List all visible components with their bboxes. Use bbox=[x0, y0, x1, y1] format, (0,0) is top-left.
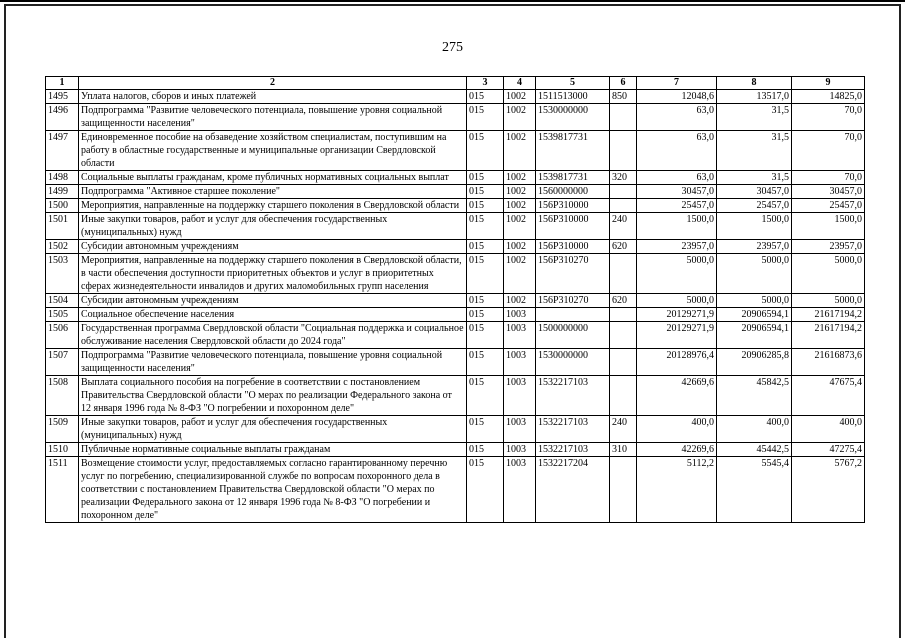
row-target-code: 1560000000 bbox=[536, 185, 610, 199]
row-expense-type: 240 bbox=[610, 213, 637, 240]
row-number: 1498 bbox=[46, 171, 79, 185]
row-amount-col7: 23957,0 bbox=[637, 240, 717, 254]
row-number: 1503 bbox=[46, 254, 79, 294]
row-section-code: 1003 bbox=[504, 376, 536, 416]
row-target-code bbox=[536, 308, 610, 322]
row-amount-col9: 47275,4 bbox=[792, 443, 865, 457]
row-expense-type bbox=[610, 349, 637, 376]
row-number: 1497 bbox=[46, 131, 79, 171]
row-section-code: 1003 bbox=[504, 443, 536, 457]
row-description: Выплата социального пособия на погребение в соответствии с постановлением Правительства Свердловской области "О мерах по реализации Федерального закона от 12 января 1996 года № 8-ФЗ "О погребении и похоронном деле" bbox=[79, 376, 467, 416]
row-amount-col8: 25457,0 bbox=[717, 199, 792, 213]
row-amount-col9: 400,0 bbox=[792, 416, 865, 443]
row-admin-code: 015 bbox=[467, 376, 504, 416]
row-description: Уплата налогов, сборов и иных платежей bbox=[79, 90, 467, 104]
row-section-code: 1002 bbox=[504, 240, 536, 254]
row-target-code: 1530000000 bbox=[536, 104, 610, 131]
row-target-code: 1532217103 bbox=[536, 416, 610, 443]
row-section-code: 1002 bbox=[504, 294, 536, 308]
row-expense-type bbox=[610, 376, 637, 416]
row-description: Публичные нормативные социальные выплаты гражданам bbox=[79, 443, 467, 457]
row-target-code: 1532217103 bbox=[536, 443, 610, 457]
row-description: Субсидии автономным учреждениям bbox=[79, 240, 467, 254]
row-number: 1499 bbox=[46, 185, 79, 199]
table-row bbox=[46, 349, 865, 376]
row-amount-col9: 14825,0 bbox=[792, 90, 865, 104]
row-amount-col9: 70,0 bbox=[792, 104, 865, 131]
row-amount-col8: 13517,0 bbox=[717, 90, 792, 104]
row-number: 1502 bbox=[46, 240, 79, 254]
table-row bbox=[46, 131, 865, 171]
row-number: 1510 bbox=[46, 443, 79, 457]
row-amount-col9: 5000,0 bbox=[792, 294, 865, 308]
table-row bbox=[46, 254, 865, 294]
row-target-code: 156Р310270 bbox=[536, 294, 610, 308]
row-section-code: 1003 bbox=[504, 416, 536, 443]
row-number: 1508 bbox=[46, 376, 79, 416]
row-amount-col8: 31,5 bbox=[717, 171, 792, 185]
row-amount-col9: 70,0 bbox=[792, 171, 865, 185]
row-description: Мероприятия, направленные на поддержку старшего поколения в Свердловской области bbox=[79, 199, 467, 213]
row-number: 1506 bbox=[46, 322, 79, 349]
row-admin-code: 015 bbox=[467, 322, 504, 349]
row-expense-type bbox=[610, 185, 637, 199]
header-col-2: 2 bbox=[79, 77, 467, 90]
row-amount-col8: 23957,0 bbox=[717, 240, 792, 254]
row-target-code: 1532217204 bbox=[536, 457, 610, 523]
row-amount-col8: 20906594,1 bbox=[717, 308, 792, 322]
row-amount-col9: 1500,0 bbox=[792, 213, 865, 240]
row-amount-col9: 5767,2 bbox=[792, 457, 865, 523]
row-amount-col7: 42269,6 bbox=[637, 443, 717, 457]
row-admin-code: 015 bbox=[467, 171, 504, 185]
row-amount-col8: 31,5 bbox=[717, 104, 792, 131]
row-amount-col7: 5112,2 bbox=[637, 457, 717, 523]
table-header-row bbox=[46, 77, 865, 90]
row-number: 1511 bbox=[46, 457, 79, 523]
budget-table bbox=[45, 76, 865, 523]
row-amount-col8: 45842,5 bbox=[717, 376, 792, 416]
row-expense-type bbox=[610, 322, 637, 349]
row-amount-col7: 5000,0 bbox=[637, 294, 717, 308]
row-amount-col9: 21617194,2 bbox=[792, 308, 865, 322]
row-amount-col8: 5000,0 bbox=[717, 254, 792, 294]
row-description: Иные закупки товаров, работ и услуг для обеспечения государственных (муниципальных) нужд bbox=[79, 213, 467, 240]
row-expense-type bbox=[610, 131, 637, 171]
row-description: Возмещение стоимости услуг, предоставляемых согласно гарантированному перечню услуг по погребению, специализированной службе по вопросам похоронного дела в соответствии с постановлением Правительства Свердловской области "О мерах по реализации Федерального закона от 12 января 1996 года № 8-ФЗ "О погребении и похоронном деле" bbox=[79, 457, 467, 523]
row-admin-code: 015 bbox=[467, 294, 504, 308]
row-amount-col8: 5000,0 bbox=[717, 294, 792, 308]
row-target-code: 1539817731 bbox=[536, 171, 610, 185]
row-admin-code: 015 bbox=[467, 457, 504, 523]
row-amount-col8: 1500,0 bbox=[717, 213, 792, 240]
row-admin-code: 015 bbox=[467, 349, 504, 376]
top-border-line bbox=[0, 0, 905, 2]
table-row bbox=[46, 171, 865, 185]
row-section-code: 1002 bbox=[504, 90, 536, 104]
row-section-code: 1003 bbox=[504, 308, 536, 322]
row-description: Государственная программа Свердловской области "Социальная поддержка и социальное обслуживание населения Свердловской области до 2024 года" bbox=[79, 322, 467, 349]
row-target-code: 1530000000 bbox=[536, 349, 610, 376]
row-amount-col9: 47675,4 bbox=[792, 376, 865, 416]
row-number: 1496 bbox=[46, 104, 79, 131]
row-amount-col7: 400,0 bbox=[637, 416, 717, 443]
row-amount-col9: 70,0 bbox=[792, 131, 865, 171]
row-admin-code: 015 bbox=[467, 254, 504, 294]
header-col-5: 5 bbox=[536, 77, 610, 90]
row-amount-col7: 5000,0 bbox=[637, 254, 717, 294]
row-number: 1509 bbox=[46, 416, 79, 443]
header-col-1: 1 bbox=[46, 77, 79, 90]
row-expense-type bbox=[610, 254, 637, 294]
row-amount-col7: 20129271,9 bbox=[637, 322, 717, 349]
row-number: 1501 bbox=[46, 213, 79, 240]
row-expense-type: 850 bbox=[610, 90, 637, 104]
table-body bbox=[46, 90, 865, 523]
row-amount-col8: 400,0 bbox=[717, 416, 792, 443]
table-row bbox=[46, 416, 865, 443]
row-admin-code: 015 bbox=[467, 443, 504, 457]
row-amount-col7: 20128976,4 bbox=[637, 349, 717, 376]
row-expense-type bbox=[610, 104, 637, 131]
row-admin-code: 015 bbox=[467, 185, 504, 199]
row-target-code: 156Р310000 bbox=[536, 240, 610, 254]
row-expense-type bbox=[610, 308, 637, 322]
row-amount-col7: 63,0 bbox=[637, 131, 717, 171]
row-section-code: 1003 bbox=[504, 349, 536, 376]
row-amount-col9: 21616873,6 bbox=[792, 349, 865, 376]
row-admin-code: 015 bbox=[467, 199, 504, 213]
table-row bbox=[46, 443, 865, 457]
row-section-code: 1002 bbox=[504, 213, 536, 240]
row-admin-code: 015 bbox=[467, 308, 504, 322]
header-col-6: 6 bbox=[610, 77, 637, 90]
row-section-code: 1002 bbox=[504, 185, 536, 199]
row-expense-type bbox=[610, 199, 637, 213]
row-amount-col9: 21617194,2 bbox=[792, 322, 865, 349]
row-amount-col9: 5000,0 bbox=[792, 254, 865, 294]
row-amount-col7: 12048,6 bbox=[637, 90, 717, 104]
row-amount-col7: 63,0 bbox=[637, 104, 717, 131]
row-admin-code: 015 bbox=[467, 131, 504, 171]
row-amount-col8: 45442,5 bbox=[717, 443, 792, 457]
row-section-code: 1003 bbox=[504, 457, 536, 523]
row-expense-type: 240 bbox=[610, 416, 637, 443]
row-description: Субсидии автономным учреждениям bbox=[79, 294, 467, 308]
table-row bbox=[46, 376, 865, 416]
header-col-8: 8 bbox=[717, 77, 792, 90]
table-row bbox=[46, 457, 865, 523]
row-target-code: 1511513000 bbox=[536, 90, 610, 104]
row-amount-col7: 20129271,9 bbox=[637, 308, 717, 322]
row-amount-col9: 25457,0 bbox=[792, 199, 865, 213]
row-amount-col7: 30457,0 bbox=[637, 185, 717, 199]
table-row bbox=[46, 213, 865, 240]
row-amount-col9: 23957,0 bbox=[792, 240, 865, 254]
row-admin-code: 015 bbox=[467, 240, 504, 254]
row-number: 1500 bbox=[46, 199, 79, 213]
row-target-code: 156Р310270 bbox=[536, 254, 610, 294]
row-admin-code: 015 bbox=[467, 90, 504, 104]
row-section-code: 1003 bbox=[504, 322, 536, 349]
row-section-code: 1002 bbox=[504, 171, 536, 185]
table-row bbox=[46, 294, 865, 308]
row-target-code: 1532217103 bbox=[536, 376, 610, 416]
row-number: 1504 bbox=[46, 294, 79, 308]
row-amount-col9: 30457,0 bbox=[792, 185, 865, 199]
row-expense-type bbox=[610, 457, 637, 523]
row-number: 1505 bbox=[46, 308, 79, 322]
row-amount-col8: 30457,0 bbox=[717, 185, 792, 199]
table-row bbox=[46, 185, 865, 199]
row-description: Социальное обеспечение населения bbox=[79, 308, 467, 322]
row-number: 1495 bbox=[46, 90, 79, 104]
row-description: Мероприятия, направленные на поддержку старшего поколения в Свердловской области, в части обеспечения доступности приоритетных объектов и услуг в приоритетных сферах жизнедеятельности инвалидов и других маломобильных групп населения bbox=[79, 254, 467, 294]
row-description: Единовременное пособие на обзаведение хозяйством специалистам, поступившим на работу в областные государственные и муниципальные организации Свердловской области bbox=[79, 131, 467, 171]
row-amount-col7: 42669,6 bbox=[637, 376, 717, 416]
row-number: 1507 bbox=[46, 349, 79, 376]
row-amount-col7: 63,0 bbox=[637, 171, 717, 185]
row-amount-col7: 1500,0 bbox=[637, 213, 717, 240]
table-row bbox=[46, 240, 865, 254]
row-section-code: 1002 bbox=[504, 104, 536, 131]
row-target-code: 156Р310000 bbox=[536, 213, 610, 240]
row-section-code: 1002 bbox=[504, 199, 536, 213]
header-col-3: 3 bbox=[467, 77, 504, 90]
row-description: Подпрограмма "Активное старшее поколение" bbox=[79, 185, 467, 199]
row-admin-code: 015 bbox=[467, 104, 504, 131]
page-number: 275 bbox=[442, 40, 463, 55]
row-amount-col7: 25457,0 bbox=[637, 199, 717, 213]
row-admin-code: 015 bbox=[467, 416, 504, 443]
row-admin-code: 015 bbox=[467, 213, 504, 240]
header-col-4: 4 bbox=[504, 77, 536, 90]
row-amount-col8: 31,5 bbox=[717, 131, 792, 171]
row-description: Иные закупки товаров, работ и услуг для обеспечения государственных (муниципальных) нужд bbox=[79, 416, 467, 443]
row-expense-type: 620 bbox=[610, 294, 637, 308]
row-target-code: 156Р310000 bbox=[536, 199, 610, 213]
table-row bbox=[46, 322, 865, 349]
row-target-code: 1500000000 bbox=[536, 322, 610, 349]
table-row bbox=[46, 308, 865, 322]
row-expense-type: 620 bbox=[610, 240, 637, 254]
row-expense-type: 310 bbox=[610, 443, 637, 457]
row-amount-col8: 5545,4 bbox=[717, 457, 792, 523]
row-expense-type: 320 bbox=[610, 171, 637, 185]
row-section-code: 1002 bbox=[504, 131, 536, 171]
table-row bbox=[46, 104, 865, 131]
row-target-code: 1539817731 bbox=[536, 131, 610, 171]
row-amount-col8: 20906594,1 bbox=[717, 322, 792, 349]
header-col-7: 7 bbox=[637, 77, 717, 90]
header-col-9: 9 bbox=[792, 77, 865, 90]
row-amount-col8: 20906285,8 bbox=[717, 349, 792, 376]
row-description: Социальные выплаты гражданам, кроме публичных нормативных социальных выплат bbox=[79, 171, 467, 185]
row-description: Подпрограмма "Развитие человеческого потенциала, повышение уровня социальной защищенности населения" bbox=[79, 104, 467, 131]
row-description: Подпрограмма "Развитие человеческого потенциала, повышение уровня социальной защищенности населения" bbox=[79, 349, 467, 376]
table-row bbox=[46, 90, 865, 104]
row-section-code: 1002 bbox=[504, 254, 536, 294]
table-row bbox=[46, 199, 865, 213]
